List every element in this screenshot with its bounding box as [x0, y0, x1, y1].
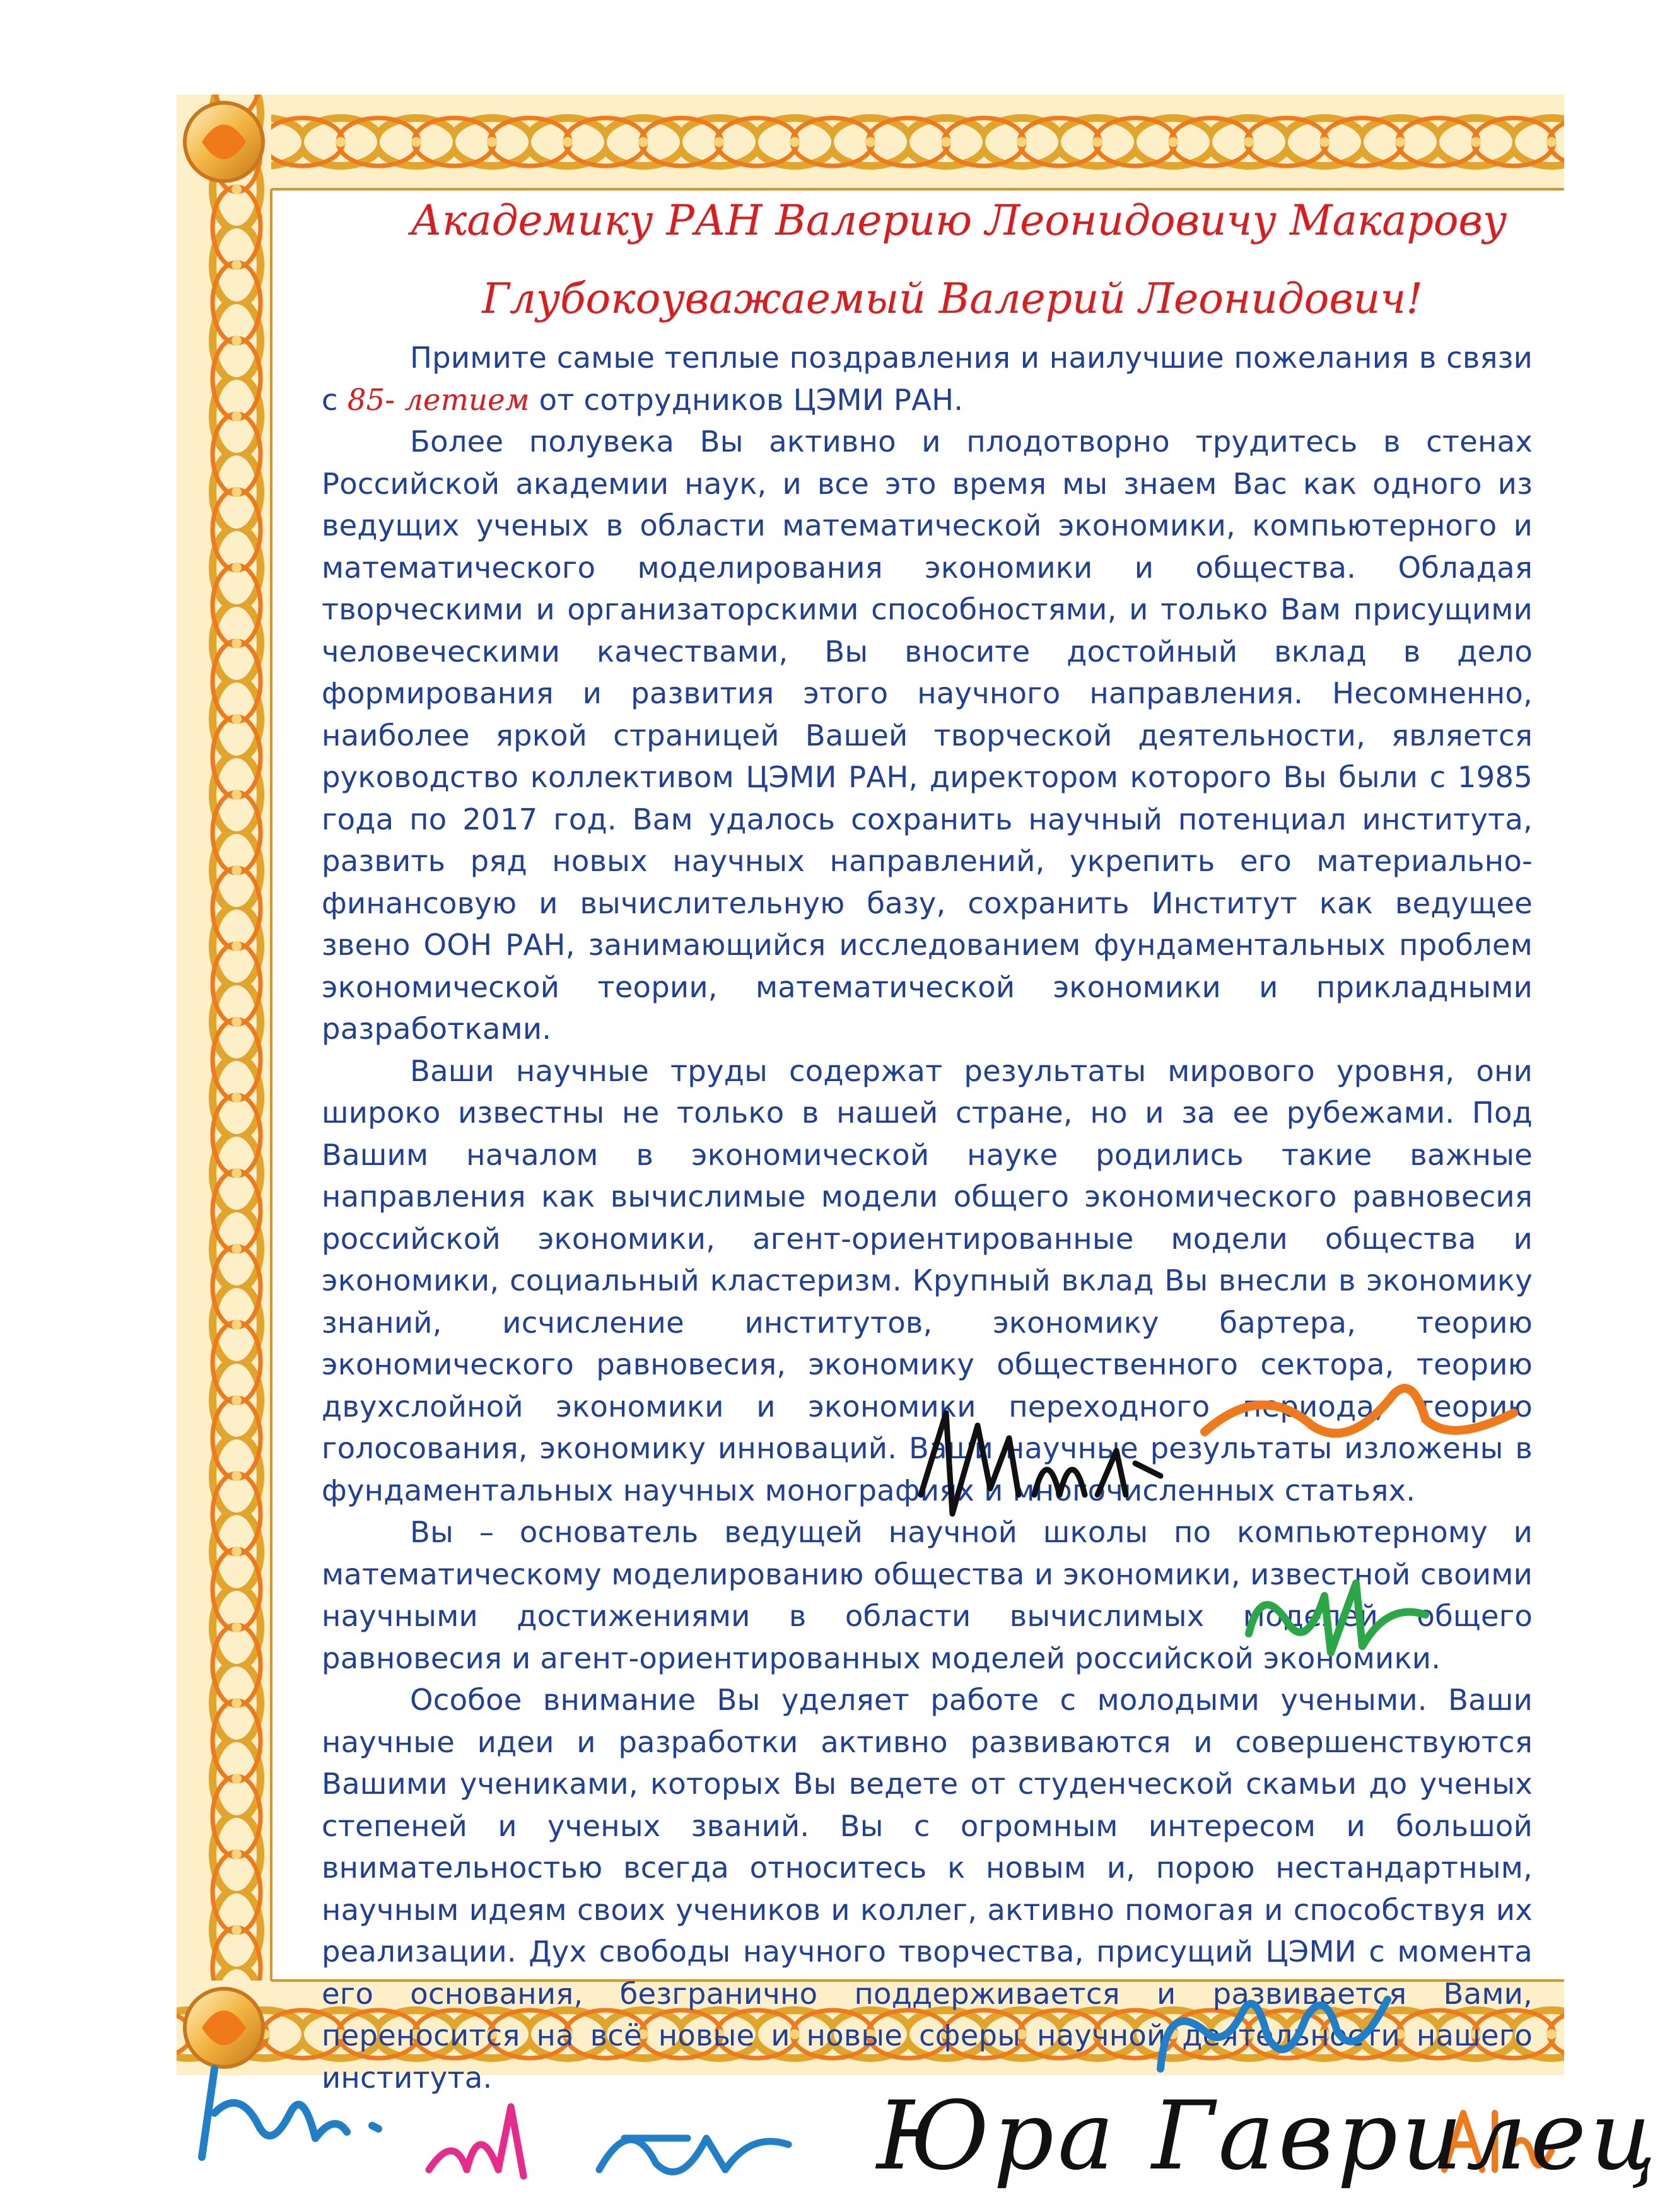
- letter-heading: Академику РАН Валерию Леонидовичу Макарову: [410, 196, 1507, 245]
- signature-handwritten-name: Юра Гаврилец: [877, 2081, 1660, 2191]
- signature-orange-right: [1186, 1356, 1539, 1470]
- signature-pink: [416, 2081, 542, 2195]
- intro-paragraph: [322, 337, 1533, 421]
- signature-green: [1236, 1545, 1438, 1671]
- anniversary-highlight: 85- летием: [347, 382, 530, 417]
- paragraph-1: Более полувека Вы активно и плодотворно трудитесь в стенах Российской академии наук, и все это время мы знаем Вас как одного из ведущих ученых в области математической экономики, компьютерного и математического моделирования экономики и общества. Обладая творческими и организаторскими способностями, и только Вам присущими человеческими качествами, Вы вносите достойный вклад в дело формирования и развития этого научного направления. Несомненно, наиболее яркой страницей Вашей творческой деятельности, является руководство коллективом ЦЭМИ РАН, директором которого Вы были с 1985 года по 2017 год. Вам удалось сохранить научный потенциал института, развить ряд новых научных направлений, укрепить его материально-финансовую и вычислительную базу, сохранить Институт как ведущее звено ООН РАН, занимающийся исследованием фундаментальных проблем экономической теории, математической экономики и прикладными разработками.: [322, 424, 1533, 1046]
- signature-blue-middle: [587, 2075, 801, 2201]
- salutation: Глубокоуважаемый Валерий Леонидович!: [482, 274, 1423, 323]
- signature-blue-top-right: [1148, 1962, 1413, 2100]
- signature-blue-left: [189, 2050, 404, 2176]
- paragraph-4: Особое внимание Вы уделяет работе с молодыми учеными. Ваши научные идеи и разработки активно развиваются и совершенствуются Вашими учениками, которых Вы ведете от студенческой скамьи до ученых степеней и ученых званий. Вы с огромным интересом и большой внимательностью всегда относитесь к новым и, порою нестандартным, научным идеям своих учеников и коллег, активно помогая и способствуя их реализации. Дух свободы научного творчества, присущий ЦЭМИ с момента его основания, безгранично поддерживается и развивается Вами, переносится на всё новые и новые сферы научной деятельности нашего института.: [322, 1683, 1533, 2095]
- intro-text: Примите самые теплые поздравления и наилучшие пожелания в связи с: [322, 341, 1533, 417]
- corner-ornament-top: [185, 103, 263, 181]
- paragraph-2: Ваши научные труды содержат результаты мирового уровня, они широко известны не только в нашей стране, но и за ее рубежами. Под Вашим началом в экономической науке родились такие важные направления как вычислимые модели общего экономического равновесия российской экономики, агент-ориентированные модели общества и экономики, социальный кластеризм. Крупный вклад Вы внесли в экономику знаний, исчисление институтов, экономику бартера, теорию экономического равновесия, экономику общественного сектора, теорию двухслойной экономики и экономики переходного периода, теорию голосования, экономику инноваций. Ваши научные результаты изложены в фундаментальных научных монографиях и многочисленных статьях.: [322, 1053, 1533, 1507]
- letter-body: [322, 189, 1533, 2098]
- paragraph-3: Вы – основатель ведущей научной школы по компьютерному и математическому моделированию общества и экономики, известной своими научными достижениями в области вычислимых моделей общего равновесия и агент-ориентированных моделей российской экономики.: [322, 1515, 1533, 1675]
- intro-text-end: от сотрудников ЦЭМИ РАН.: [529, 382, 964, 417]
- signature-black-middle: [908, 1388, 1173, 1539]
